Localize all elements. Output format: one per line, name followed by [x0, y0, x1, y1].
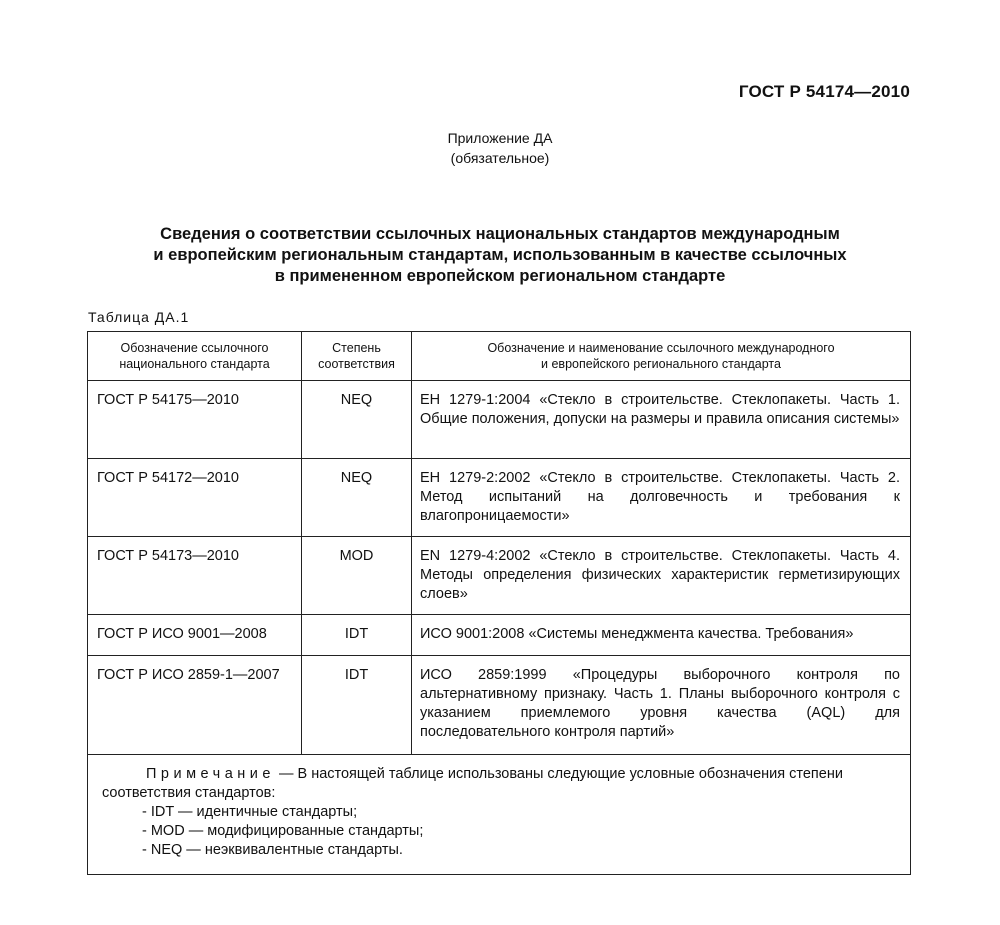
- cell-designation: ГОСТ Р 54172—2010: [88, 459, 302, 537]
- cell-degree: NEQ: [302, 459, 412, 537]
- cell-designation: ГОСТ Р 54175—2010: [88, 381, 302, 459]
- cell-designation: ГОСТ Р ИСО 2859-1—2007: [88, 656, 302, 755]
- table-row: [88, 459, 911, 537]
- cell-degree: NEQ: [302, 381, 412, 459]
- cell-reference: EN 1279-4:2002 «Стекло в строительстве. Стеклопакеты. Часть 4. Методы определения физических характеристик герметизирующих слоев»: [412, 537, 911, 615]
- cell-degree: MOD: [302, 537, 412, 615]
- appendix-status: (обязательное): [450, 150, 550, 166]
- standards-table: [87, 331, 911, 875]
- table-caption: Таблица ДА.1: [88, 309, 190, 325]
- appendix-title: Приложение ДА: [447, 130, 553, 146]
- note-item-idt: - IDT — идентичные стандарты;: [142, 804, 358, 820]
- header-degree: Степень соответствия: [302, 332, 412, 381]
- cell-reference: ЕН 1279-1:2004 «Стекло в строительстве. Стеклопакеты. Часть 1. Общие положения, допуски на размеры и правила описания системы»: [412, 381, 911, 459]
- table-note: [88, 755, 911, 875]
- appendix-block: [0, 128, 1000, 168]
- heading-line: и европейским региональным стандартам, использованным в качестве ссылочных: [153, 246, 847, 264]
- header-reference: Обозначение и наименование ссылочного международного и европейского регионального стандарта: [412, 332, 911, 381]
- table-row: [88, 537, 911, 615]
- cell-degree: IDT: [302, 615, 412, 656]
- table-note-row: [88, 755, 911, 875]
- note-label: Примечание: [146, 766, 275, 782]
- table-row: [88, 381, 911, 459]
- cell-designation: ГОСТ Р ИСО 9001—2008: [88, 615, 302, 656]
- header-designation: Обозначение ссылочного национального стандарта: [88, 332, 302, 381]
- heading-line: в примененном европейском региональном стандарте: [274, 267, 726, 285]
- table-header-row: [88, 332, 911, 381]
- note-item-mod: - MOD — модифицированные стандарты;: [142, 823, 424, 839]
- section-heading: [90, 224, 910, 287]
- cell-degree: IDT: [302, 656, 412, 755]
- note-item-neq: - NEQ — неэквивалентные стандарты.: [142, 842, 403, 858]
- table-row: [88, 615, 911, 656]
- heading-line: Сведения о соответствии ссылочных национальных стандартов международным: [160, 225, 840, 243]
- note-text: — В настоящей таблице использованы следующие условные обозначения степени соответствия стандартов:: [102, 766, 843, 801]
- cell-reference: ИСО 9001:2008 «Системы менеджмента качества. Требования»: [412, 615, 911, 656]
- table-row: [88, 656, 911, 755]
- note-intro: [102, 765, 898, 803]
- cell-reference: ЕН 1279-2:2002 «Стекло в строительстве. Стеклопакеты. Часть 2. Метод испытаний на долговечность и требования к влагопроницаемости»: [412, 459, 911, 537]
- cell-designation: ГОСТ Р 54173—2010: [88, 537, 302, 615]
- document-number: ГОСТ Р 54174—2010: [738, 82, 910, 101]
- cell-reference: ИСО 2859:1999 «Процедуры выборочного контроля по альтернативному признаку. Часть 1. Планы выборочного контроля с указанием приемлемого уровня качества (AQL) для последовательного контроля партий»: [412, 656, 911, 755]
